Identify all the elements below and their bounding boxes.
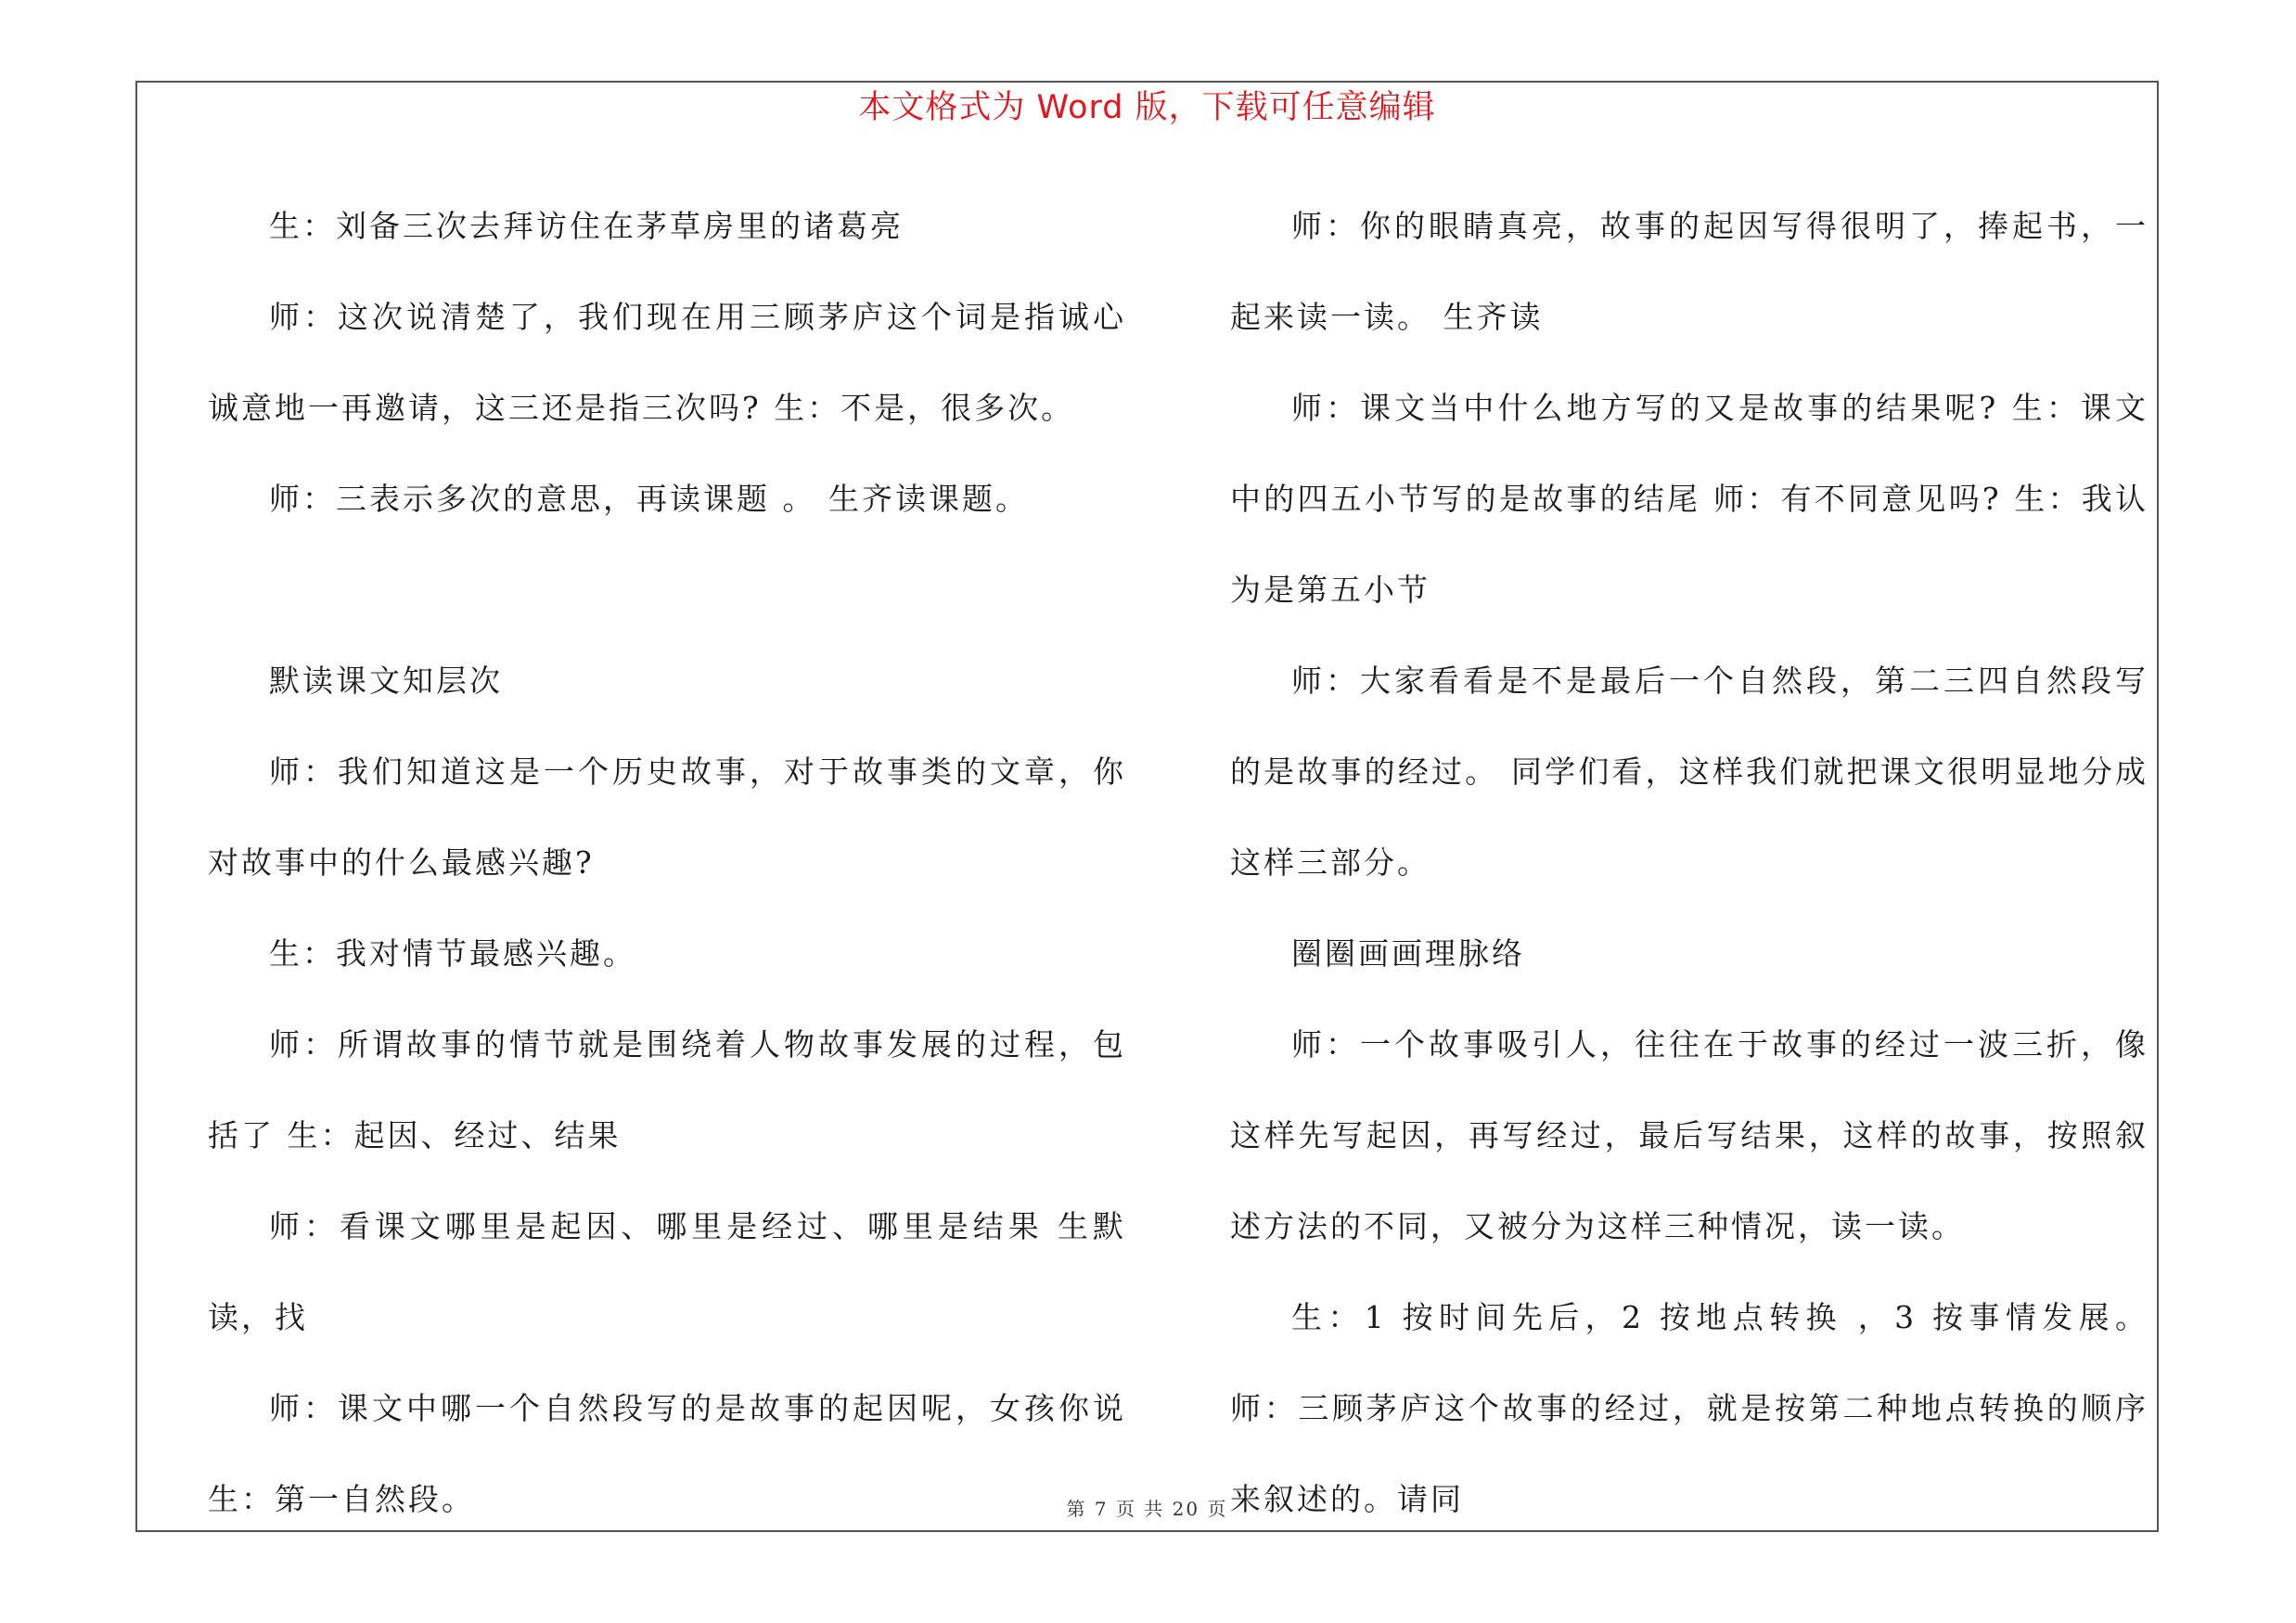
paragraph: 师：所谓故事的情节就是围绕着人物故事发展的过程，包括了 生：起因、经过、结果	[208, 1026, 1126, 1153]
paragraph: 生：1 按时间先后，2 按地点转换 ，3 按事情发展。 师：三顾茅庐这个故事的经过，就是按第二种地点转换的顺序来叙述的。请同	[1230, 1299, 2148, 1517]
paragraph: 师：看课文哪里是起因、哪里是经过、哪里是结果 生默读，找	[208, 1208, 1126, 1335]
paragraph: 师：课文中哪一个自然段写的是故事的起因呢，女孩你说 生：第一自然段。	[208, 1390, 1126, 1517]
paragraph: 师：三表示多次的意思，再读课题 。 生齐读课题。	[269, 481, 1029, 517]
spacer	[208, 545, 1126, 636]
section-heading: 默读课文知层次	[269, 663, 503, 699]
paragraph: 师：课文当中什么地方写的又是故事的结果呢? 生：课文中的四五小节写的是故事的结尾 师：有不同意见吗? 生：我认为是第五小节	[1230, 390, 2148, 608]
left-column	[208, 181, 1126, 1545]
format-banner: 本文格式为 Word 版，下载可任意编辑	[858, 89, 1436, 126]
paragraph: 师：这次说清楚了，我们现在用三顾茅庐这个词是指诚心诚意地一再邀请，这三还是指三次吗? 生：不是，很多次。	[208, 299, 1126, 426]
page-number: 第 7 页 共 20 页	[1066, 1498, 1228, 1520]
paragraph: 师：一个故事吸引人，往往在于故事的经过一波三折，像这样先写起因，再写经过，最后写结果，这样的故事，按照叙述方法的不同，又被分为这样三种情况，读一读。	[1230, 1026, 2148, 1244]
paragraph: 师：我们知道这是一个历史故事，对于故事类的文章，你对故事中的什么最感兴趣?	[208, 754, 1126, 881]
paragraph: 师：大家看看是不是最后一个自然段，第二三四自然段写的是故事的经过。 同学们看，这样我们就把课文很明显地分成这样三部分。	[1230, 663, 2148, 881]
paragraph: 师：你的眼睛真亮，故事的起因写得很明了，捧起书，一起来读一读。 生齐读	[1230, 208, 2148, 335]
right-column	[1230, 181, 2148, 1545]
paragraph: 生：刘备三次去拜访住在茅草房里的诸葛亮	[269, 208, 904, 244]
section-heading: 圈圈画画理脉络	[1291, 935, 1525, 972]
paragraph: 生：我对情节最感兴趣。	[269, 935, 636, 972]
